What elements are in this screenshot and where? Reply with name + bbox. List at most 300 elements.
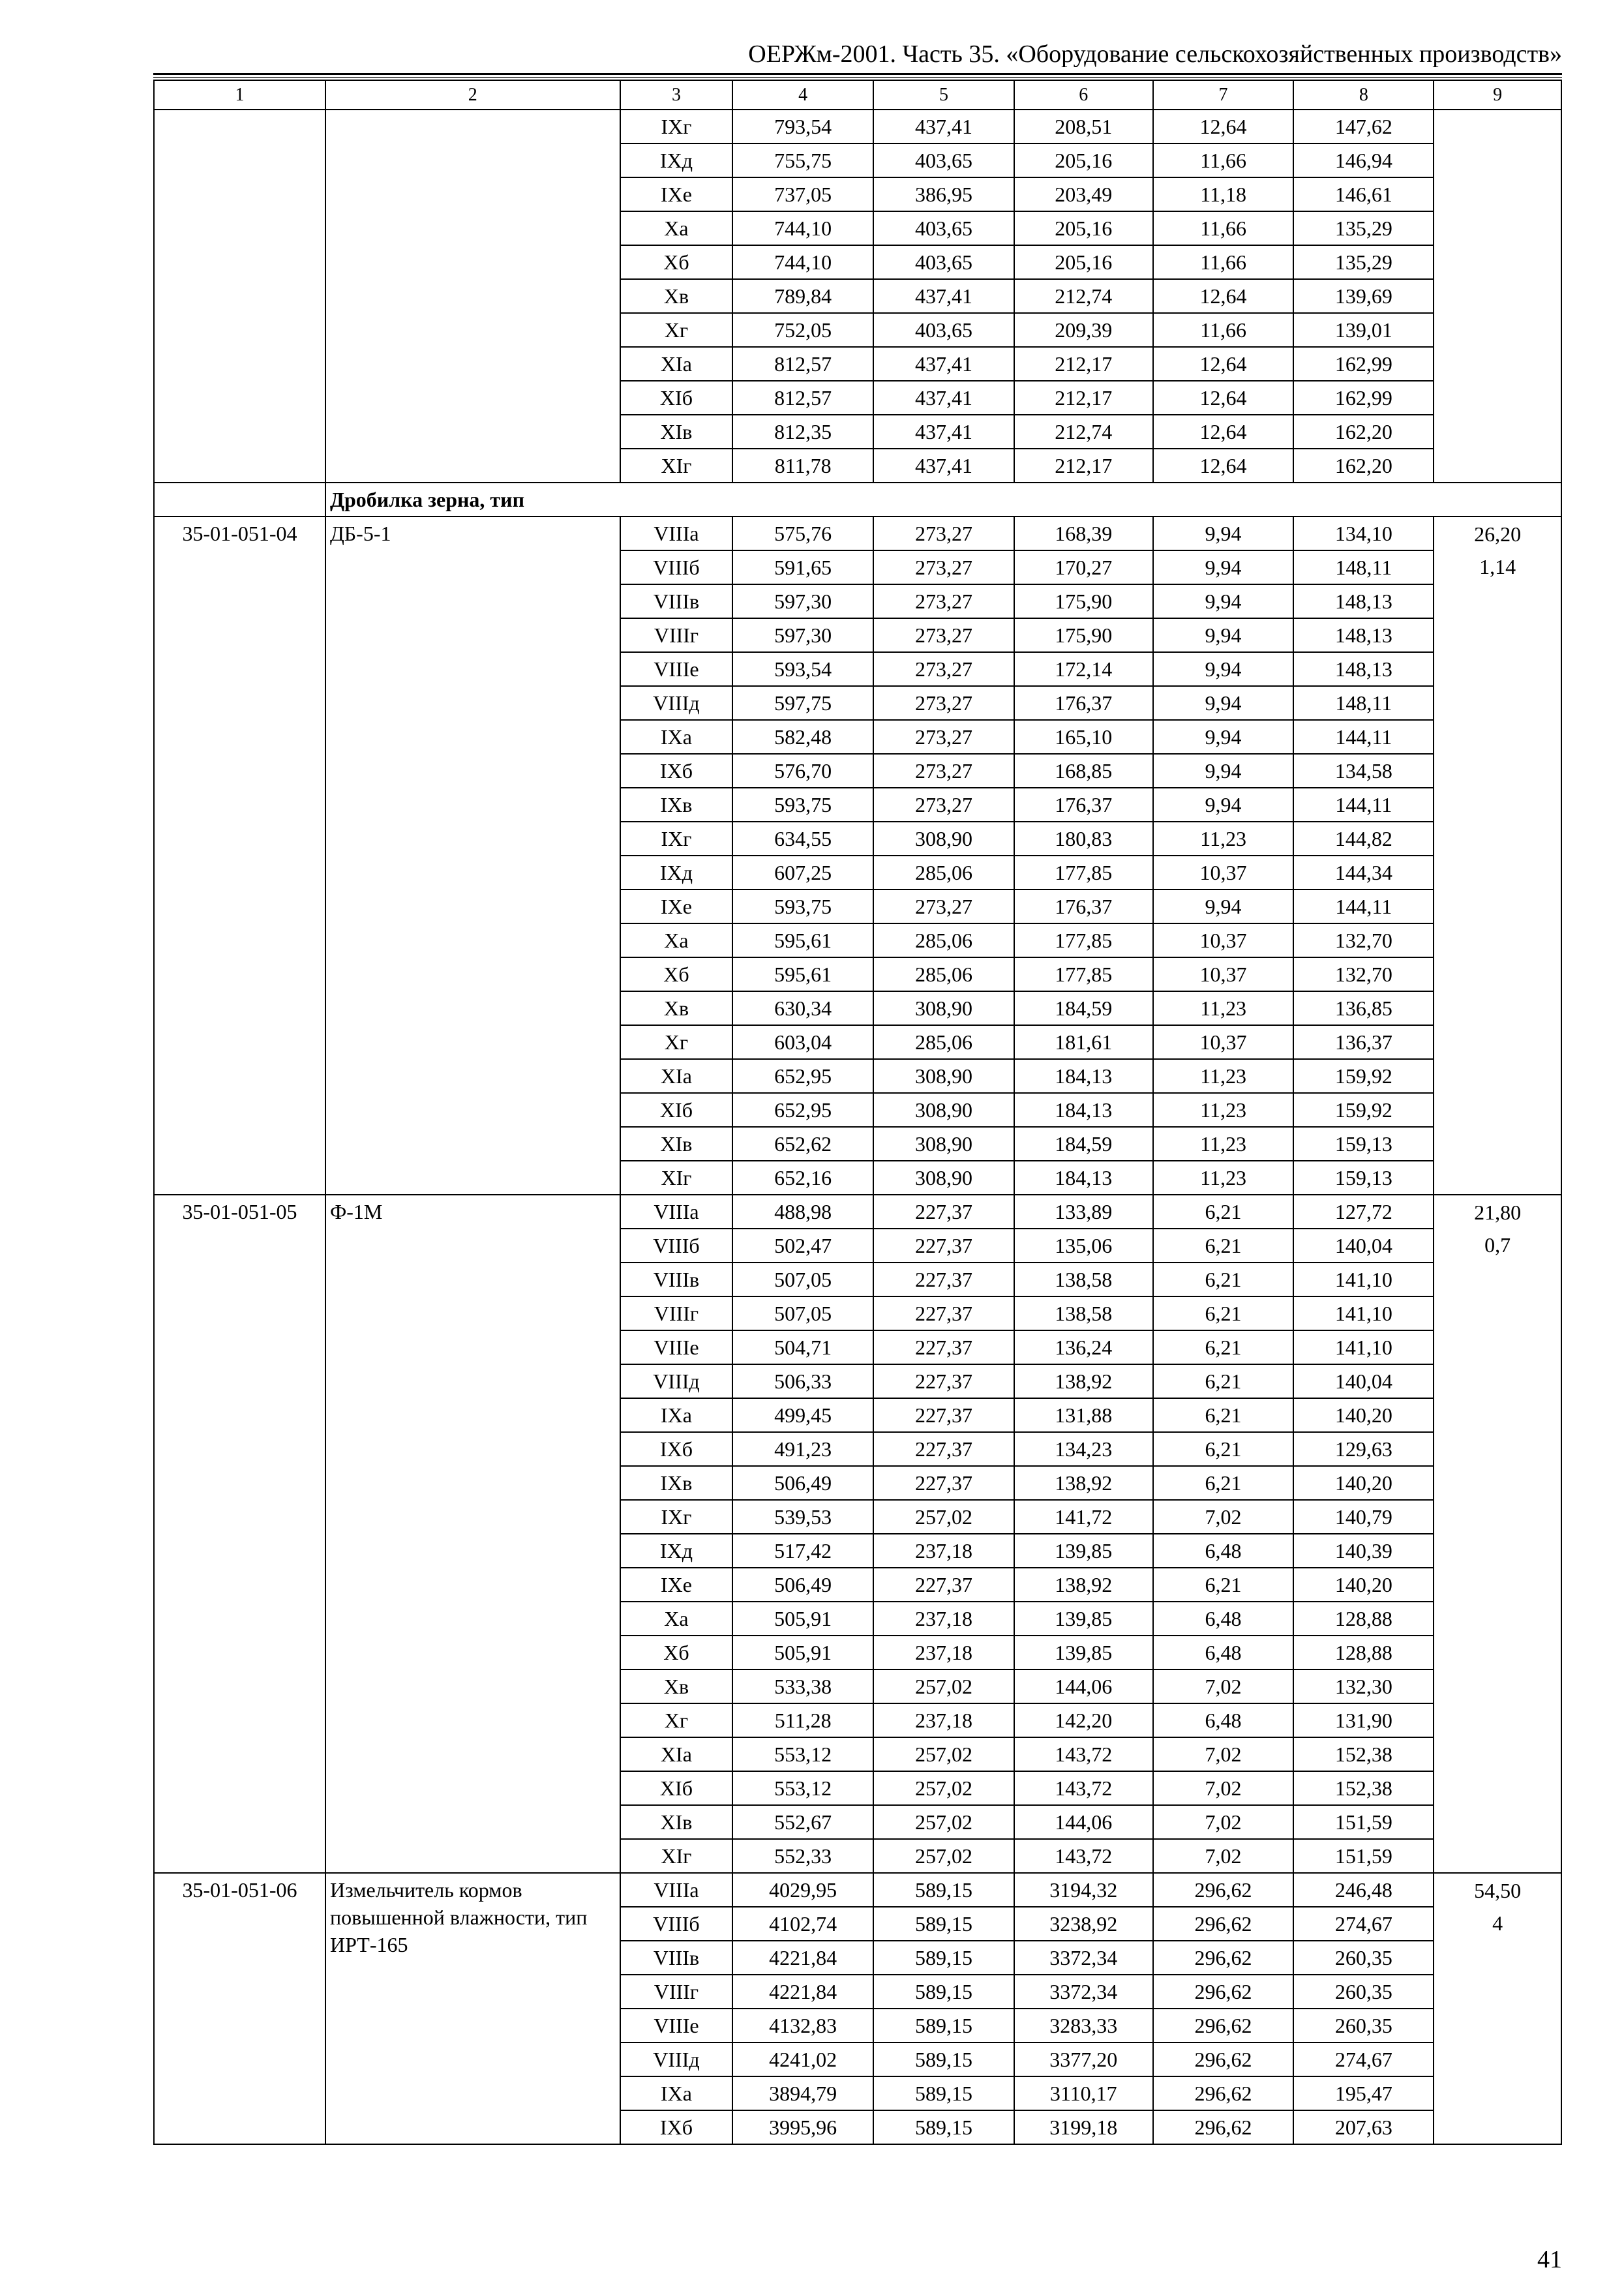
value-cell: 205,16 <box>1014 245 1153 279</box>
value-cell: IXе <box>620 1568 733 1602</box>
value-cell: 589,15 <box>873 1907 1014 1941</box>
value-cell: 162,20 <box>1293 449 1434 483</box>
value-cell: 227,37 <box>873 1466 1014 1500</box>
value-cell: IXг <box>620 110 733 143</box>
item-name: Ф-1М <box>325 1195 620 1873</box>
value-cell: 11,23 <box>1153 1059 1294 1093</box>
value-cell: 9,94 <box>1153 516 1294 550</box>
value-cell: 138,58 <box>1014 1263 1153 1296</box>
col9-cell-empty <box>1434 110 1561 483</box>
value-cell: 593,54 <box>732 652 873 686</box>
value-cell: 491,23 <box>732 1432 873 1466</box>
value-cell: 129,63 <box>1293 1432 1434 1466</box>
item-code: 35-01-051-04 <box>154 516 325 1195</box>
value-cell: 11,23 <box>1153 1161 1294 1195</box>
value-cell: IXб <box>620 1432 733 1466</box>
value-cell: 11,23 <box>1153 991 1294 1025</box>
value-cell: 4029,95 <box>732 1873 873 1907</box>
value-cell: 257,02 <box>873 1839 1014 1873</box>
value-cell: 273,27 <box>873 550 1014 584</box>
value-cell: 597,30 <box>732 584 873 618</box>
value-cell: 165,10 <box>1014 720 1153 754</box>
value-cell: 175,90 <box>1014 618 1153 652</box>
value-cell: IXд <box>620 856 733 890</box>
value-cell: 511,28 <box>732 1703 873 1737</box>
value-cell: 168,39 <box>1014 516 1153 550</box>
value-cell: 6,21 <box>1153 1466 1294 1500</box>
value-cell: 597,75 <box>732 686 873 720</box>
value-cell: 296,62 <box>1153 1975 1294 2009</box>
value-cell: VIIIе <box>620 1330 733 1364</box>
value-cell: 141,10 <box>1293 1330 1434 1364</box>
table-row <box>154 516 1561 550</box>
value-cell: 296,62 <box>1153 1873 1294 1907</box>
value-cell: 403,65 <box>873 211 1014 245</box>
value-cell: 133,89 <box>1014 1195 1153 1229</box>
value-cell: 12,64 <box>1153 415 1294 449</box>
code-cell-empty <box>154 110 325 483</box>
value-cell: 177,85 <box>1014 957 1153 991</box>
value-cell: 146,94 <box>1293 143 1434 177</box>
value-cell: 507,05 <box>732 1263 873 1296</box>
value-cell: 589,15 <box>873 2076 1014 2110</box>
value-cell: 162,99 <box>1293 347 1434 381</box>
value-cell: 11,23 <box>1153 1093 1294 1127</box>
value-cell: 227,37 <box>873 1432 1014 1466</box>
value-cell: 148,13 <box>1293 584 1434 618</box>
value-cell: 505,91 <box>732 1602 873 1636</box>
value-cell: 285,06 <box>873 1025 1014 1059</box>
value-cell: 6,48 <box>1153 1703 1294 1737</box>
value-cell: 4221,84 <box>732 1941 873 1975</box>
value-cell: 6,21 <box>1153 1398 1294 1432</box>
value-cell: 553,12 <box>732 1771 873 1805</box>
value-cell: 273,27 <box>873 686 1014 720</box>
value-cell: 11,18 <box>1153 177 1294 211</box>
value-cell: 205,16 <box>1014 211 1153 245</box>
value-cell: Xа <box>620 923 733 957</box>
value-cell: 589,15 <box>873 1975 1014 2009</box>
value-cell: 506,33 <box>732 1364 873 1398</box>
value-cell: 12,64 <box>1153 279 1294 313</box>
value-cell: 812,57 <box>732 347 873 381</box>
value-cell: XIв <box>620 415 733 449</box>
value-cell: VIIIд <box>620 1364 733 1398</box>
value-cell: 139,85 <box>1014 1602 1153 1636</box>
value-cell: 139,69 <box>1293 279 1434 313</box>
value-cell: VIIIд <box>620 686 733 720</box>
value-cell: 144,82 <box>1293 822 1434 856</box>
value-cell: 227,37 <box>873 1195 1014 1229</box>
value-cell: 10,37 <box>1153 923 1294 957</box>
value-cell: 386,95 <box>873 177 1014 211</box>
value-cell: 11,66 <box>1153 245 1294 279</box>
value-cell: 597,30 <box>732 618 873 652</box>
page-number: 41 <box>1537 2246 1562 2273</box>
value-cell: XIб <box>620 381 733 415</box>
value-cell: 273,27 <box>873 516 1014 550</box>
value-cell: 755,75 <box>732 143 873 177</box>
value-cell: 144,11 <box>1293 788 1434 822</box>
value-cell: 308,90 <box>873 1127 1014 1161</box>
value-cell: 260,35 <box>1293 2009 1434 2042</box>
value-cell: 144,06 <box>1014 1669 1153 1703</box>
value-cell: 3194,32 <box>1014 1873 1153 1907</box>
value-cell: 176,37 <box>1014 788 1153 822</box>
value-cell: 177,85 <box>1014 923 1153 957</box>
value-cell: 12,64 <box>1153 110 1294 143</box>
value-cell: 180,83 <box>1014 822 1153 856</box>
value-cell: 212,74 <box>1014 415 1153 449</box>
value-cell: 10,37 <box>1153 856 1294 890</box>
value-cell: VIIIа <box>620 1195 733 1229</box>
value-cell: 652,95 <box>732 1059 873 1093</box>
value-cell: 181,61 <box>1014 1025 1153 1059</box>
value-cell: 257,02 <box>873 1669 1014 1703</box>
value-cell: 285,06 <box>873 923 1014 957</box>
value-cell: Xб <box>620 957 733 991</box>
section-code-empty <box>154 483 325 516</box>
value-cell: 12,64 <box>1153 449 1294 483</box>
value-cell: 260,35 <box>1293 1941 1434 1975</box>
value-cell: 7,02 <box>1153 1737 1294 1771</box>
value-cell: 6,48 <box>1153 1636 1294 1669</box>
value-cell: VIIIб <box>620 550 733 584</box>
value-cell: 3894,79 <box>732 2076 873 2110</box>
value-cell: 589,15 <box>873 1873 1014 1907</box>
value-cell: 208,51 <box>1014 110 1153 143</box>
value-cell: Xб <box>620 245 733 279</box>
header-rule-thin <box>153 77 1562 78</box>
value-cell: 139,85 <box>1014 1636 1153 1669</box>
value-cell: 589,15 <box>873 1941 1014 1975</box>
value-cell: XIа <box>620 1059 733 1093</box>
value-cell: 135,29 <box>1293 245 1434 279</box>
value-cell: 227,37 <box>873 1229 1014 1263</box>
value-cell: 499,45 <box>732 1398 873 1432</box>
value-cell: 10,37 <box>1153 957 1294 991</box>
value-cell: 134,23 <box>1014 1432 1153 1466</box>
header-rule-thick <box>153 73 1562 75</box>
value-cell: 184,13 <box>1014 1161 1153 1195</box>
value-cell: 652,16 <box>732 1161 873 1195</box>
value-cell: 589,15 <box>873 2009 1014 2042</box>
value-cell: 4241,02 <box>732 2042 873 2076</box>
col9-value: 1,14 <box>1434 550 1561 1195</box>
value-cell: Xа <box>620 211 733 245</box>
value-cell: 9,94 <box>1153 754 1294 788</box>
item-code: 35-01-051-06 <box>154 1873 325 2144</box>
value-cell: 274,67 <box>1293 2042 1434 2076</box>
value-cell: 3995,96 <box>732 2110 873 2144</box>
value-cell: VIIIг <box>620 618 733 652</box>
value-cell: 141,10 <box>1293 1296 1434 1330</box>
value-cell: 812,57 <box>732 381 873 415</box>
value-cell: 582,48 <box>732 720 873 754</box>
value-cell: VIIIа <box>620 516 733 550</box>
value-cell: 212,17 <box>1014 449 1153 483</box>
value-cell: 6,21 <box>1153 1330 1294 1364</box>
value-cell: 403,65 <box>873 143 1014 177</box>
column-number-row <box>154 80 1561 110</box>
value-cell: 296,62 <box>1153 2009 1294 2042</box>
value-cell: 138,92 <box>1014 1466 1153 1500</box>
value-cell: IXе <box>620 890 733 923</box>
value-cell: 539,53 <box>732 1500 873 1534</box>
value-cell: 595,61 <box>732 923 873 957</box>
value-cell: 793,54 <box>732 110 873 143</box>
value-cell: 257,02 <box>873 1805 1014 1839</box>
value-cell: 127,72 <box>1293 1195 1434 1229</box>
value-cell: 273,27 <box>873 720 1014 754</box>
value-cell: 151,59 <box>1293 1805 1434 1839</box>
value-cell: 6,48 <box>1153 1534 1294 1568</box>
value-cell: VIIIг <box>620 1975 733 2009</box>
value-cell: 207,63 <box>1293 2110 1434 2144</box>
col9-value: 54,50 <box>1434 1873 1561 1907</box>
value-cell: 176,37 <box>1014 890 1153 923</box>
value-cell: 296,62 <box>1153 2110 1294 2144</box>
value-cell: IXв <box>620 788 733 822</box>
value-cell: 144,11 <box>1293 720 1434 754</box>
value-cell: 506,49 <box>732 1466 873 1500</box>
value-cell: 141,72 <box>1014 1500 1153 1534</box>
value-cell: 212,17 <box>1014 347 1153 381</box>
value-cell: IXв <box>620 1466 733 1500</box>
value-cell: 138,58 <box>1014 1296 1153 1330</box>
value-cell: 9,94 <box>1153 618 1294 652</box>
col9-value: 4 <box>1434 1907 1561 2144</box>
value-cell: 143,72 <box>1014 1737 1153 1771</box>
value-cell: 209,39 <box>1014 313 1153 347</box>
value-cell: 176,37 <box>1014 686 1153 720</box>
value-cell: Xг <box>620 313 733 347</box>
value-cell: 142,20 <box>1014 1703 1153 1737</box>
value-cell: 6,21 <box>1153 1263 1294 1296</box>
value-cell: 11,23 <box>1153 822 1294 856</box>
value-cell: Xг <box>620 1703 733 1737</box>
value-cell: 246,48 <box>1293 1873 1434 1907</box>
value-cell: 437,41 <box>873 381 1014 415</box>
value-cell: 296,62 <box>1153 1941 1294 1975</box>
value-cell: VIIIб <box>620 1907 733 1941</box>
value-cell: 752,05 <box>732 313 873 347</box>
column-number: 5 <box>873 80 1014 110</box>
column-number: 6 <box>1014 80 1153 110</box>
value-cell: 296,62 <box>1153 2042 1294 2076</box>
value-cell: 151,59 <box>1293 1839 1434 1873</box>
value-cell: XIг <box>620 1161 733 1195</box>
value-cell: 552,67 <box>732 1805 873 1839</box>
value-cell: 146,61 <box>1293 177 1434 211</box>
value-cell: 128,88 <box>1293 1636 1434 1669</box>
value-cell: 140,20 <box>1293 1398 1434 1432</box>
value-cell: 504,71 <box>732 1330 873 1364</box>
value-cell: 273,27 <box>873 652 1014 686</box>
value-cell: 607,25 <box>732 856 873 890</box>
value-cell: 144,34 <box>1293 856 1434 890</box>
value-cell: 502,47 <box>732 1229 873 1263</box>
table-row <box>154 110 1561 143</box>
value-cell: VIIIв <box>620 1263 733 1296</box>
value-cell: 237,18 <box>873 1703 1014 1737</box>
value-cell: 6,21 <box>1153 1296 1294 1330</box>
value-cell: IXе <box>620 177 733 211</box>
column-number: 8 <box>1293 80 1434 110</box>
value-cell: 11,66 <box>1153 211 1294 245</box>
value-cell: XIа <box>620 1737 733 1771</box>
value-cell: 177,85 <box>1014 856 1153 890</box>
value-cell: 6,21 <box>1153 1432 1294 1466</box>
value-cell: 553,12 <box>732 1737 873 1771</box>
value-cell: 148,11 <box>1293 550 1434 584</box>
value-cell: XIб <box>620 1093 733 1127</box>
column-number: 1 <box>154 80 325 110</box>
value-cell: VIIIб <box>620 1229 733 1263</box>
value-cell: 141,10 <box>1293 1263 1434 1296</box>
value-cell: 505,91 <box>732 1636 873 1669</box>
column-number: 2 <box>325 80 620 110</box>
section-title: Дробилка зерна, тип <box>325 483 1561 516</box>
value-cell: 257,02 <box>873 1771 1014 1805</box>
item-name: Измельчитель кормов повышенной влажности, тип ИРТ-165 <box>325 1873 620 2144</box>
value-cell: 140,20 <box>1293 1466 1434 1500</box>
value-cell: 138,92 <box>1014 1568 1153 1602</box>
value-cell: 139,01 <box>1293 313 1434 347</box>
value-cell: 227,37 <box>873 1263 1014 1296</box>
value-cell: 138,92 <box>1014 1364 1153 1398</box>
value-cell: 274,67 <box>1293 1907 1434 1941</box>
value-cell: 172,14 <box>1014 652 1153 686</box>
column-number: 4 <box>732 80 873 110</box>
value-cell: 132,70 <box>1293 957 1434 991</box>
value-cell: 162,99 <box>1293 381 1434 415</box>
value-cell: 147,62 <box>1293 110 1434 143</box>
value-cell: 140,39 <box>1293 1534 1434 1568</box>
value-cell: 3283,33 <box>1014 2009 1153 2042</box>
value-cell: IXг <box>620 1500 733 1534</box>
name-cell-empty <box>325 110 620 483</box>
value-cell: 506,49 <box>732 1568 873 1602</box>
value-cell: 132,70 <box>1293 923 1434 957</box>
value-cell: 184,59 <box>1014 1127 1153 1161</box>
value-cell: 159,13 <box>1293 1127 1434 1161</box>
value-cell: 134,10 <box>1293 516 1434 550</box>
value-cell: 488,98 <box>732 1195 873 1229</box>
value-cell: 11,23 <box>1153 1127 1294 1161</box>
value-cell: 11,66 <box>1153 313 1294 347</box>
value-cell: 437,41 <box>873 449 1014 483</box>
value-cell: 589,15 <box>873 2110 1014 2144</box>
value-cell: 591,65 <box>732 550 873 584</box>
value-cell: 634,55 <box>732 822 873 856</box>
value-cell: IXд <box>620 143 733 177</box>
value-cell: 257,02 <box>873 1500 1014 1534</box>
value-cell: 9,94 <box>1153 788 1294 822</box>
value-cell: 136,37 <box>1293 1025 1434 1059</box>
table-body <box>154 80 1561 2144</box>
value-cell: 184,13 <box>1014 1093 1153 1127</box>
value-cell: 10,37 <box>1153 1025 1294 1059</box>
rates-table <box>153 80 1562 2145</box>
value-cell: 227,37 <box>873 1398 1014 1432</box>
value-cell: IXа <box>620 720 733 754</box>
value-cell: VIIIе <box>620 2009 733 2042</box>
value-cell: 227,37 <box>873 1568 1014 1602</box>
value-cell: 227,37 <box>873 1296 1014 1330</box>
value-cell: IXг <box>620 822 733 856</box>
table-row <box>154 1195 1561 1229</box>
value-cell: 6,21 <box>1153 1195 1294 1229</box>
value-cell: 159,92 <box>1293 1059 1434 1093</box>
value-cell: 9,94 <box>1153 584 1294 618</box>
value-cell: 168,85 <box>1014 754 1153 788</box>
value-cell: 6,21 <box>1153 1364 1294 1398</box>
value-cell: Xв <box>620 1669 733 1703</box>
value-cell: 593,75 <box>732 788 873 822</box>
value-cell: 296,62 <box>1153 2076 1294 2110</box>
value-cell: XIг <box>620 1839 733 1873</box>
col9-value: 26,20 <box>1434 516 1561 550</box>
value-cell: 152,38 <box>1293 1771 1434 1805</box>
value-cell: 9,94 <box>1153 652 1294 686</box>
value-cell: 159,92 <box>1293 1093 1434 1127</box>
value-cell: 7,02 <box>1153 1500 1294 1534</box>
value-cell: 140,79 <box>1293 1500 1434 1534</box>
value-cell: 132,30 <box>1293 1669 1434 1703</box>
value-cell: 257,02 <box>873 1737 1014 1771</box>
value-cell: 308,90 <box>873 1161 1014 1195</box>
value-cell: 308,90 <box>873 991 1014 1025</box>
page-header: ОЕРЖм-2001. Часть 35. «Оборудование сельскохозяйственных производств» <box>748 40 1562 68</box>
value-cell: 159,13 <box>1293 1161 1434 1195</box>
value-cell: 7,02 <box>1153 1839 1294 1873</box>
value-cell: 136,85 <box>1293 991 1434 1025</box>
value-cell: 3372,34 <box>1014 1941 1153 1975</box>
value-cell: 134,58 <box>1293 754 1434 788</box>
value-cell: Xв <box>620 991 733 1025</box>
value-cell: 135,06 <box>1014 1229 1153 1263</box>
value-cell: 9,94 <box>1153 550 1294 584</box>
table-row <box>154 1873 1561 1907</box>
value-cell: 139,85 <box>1014 1534 1153 1568</box>
value-cell: 533,38 <box>732 1669 873 1703</box>
value-cell: 175,90 <box>1014 584 1153 618</box>
value-cell: 576,70 <box>732 754 873 788</box>
value-cell: 308,90 <box>873 1093 1014 1127</box>
value-cell: Xб <box>620 1636 733 1669</box>
value-cell: 285,06 <box>873 957 1014 991</box>
value-cell: 308,90 <box>873 1059 1014 1093</box>
value-cell: 143,72 <box>1014 1839 1153 1873</box>
value-cell: 162,20 <box>1293 415 1434 449</box>
value-cell: 744,10 <box>732 245 873 279</box>
value-cell: 437,41 <box>873 415 1014 449</box>
value-cell: 131,88 <box>1014 1398 1153 1432</box>
section-row <box>154 483 1561 516</box>
value-cell: XIв <box>620 1805 733 1839</box>
value-cell: 811,78 <box>732 449 873 483</box>
value-cell: 11,66 <box>1153 143 1294 177</box>
value-cell: 273,27 <box>873 584 1014 618</box>
value-cell: IXа <box>620 1398 733 1432</box>
value-cell: 273,27 <box>873 754 1014 788</box>
value-cell: IXб <box>620 2110 733 2144</box>
value-cell: 237,18 <box>873 1636 1014 1669</box>
value-cell: VIIIа <box>620 1873 733 1907</box>
value-cell: 140,20 <box>1293 1568 1434 1602</box>
value-cell: Xв <box>620 279 733 313</box>
